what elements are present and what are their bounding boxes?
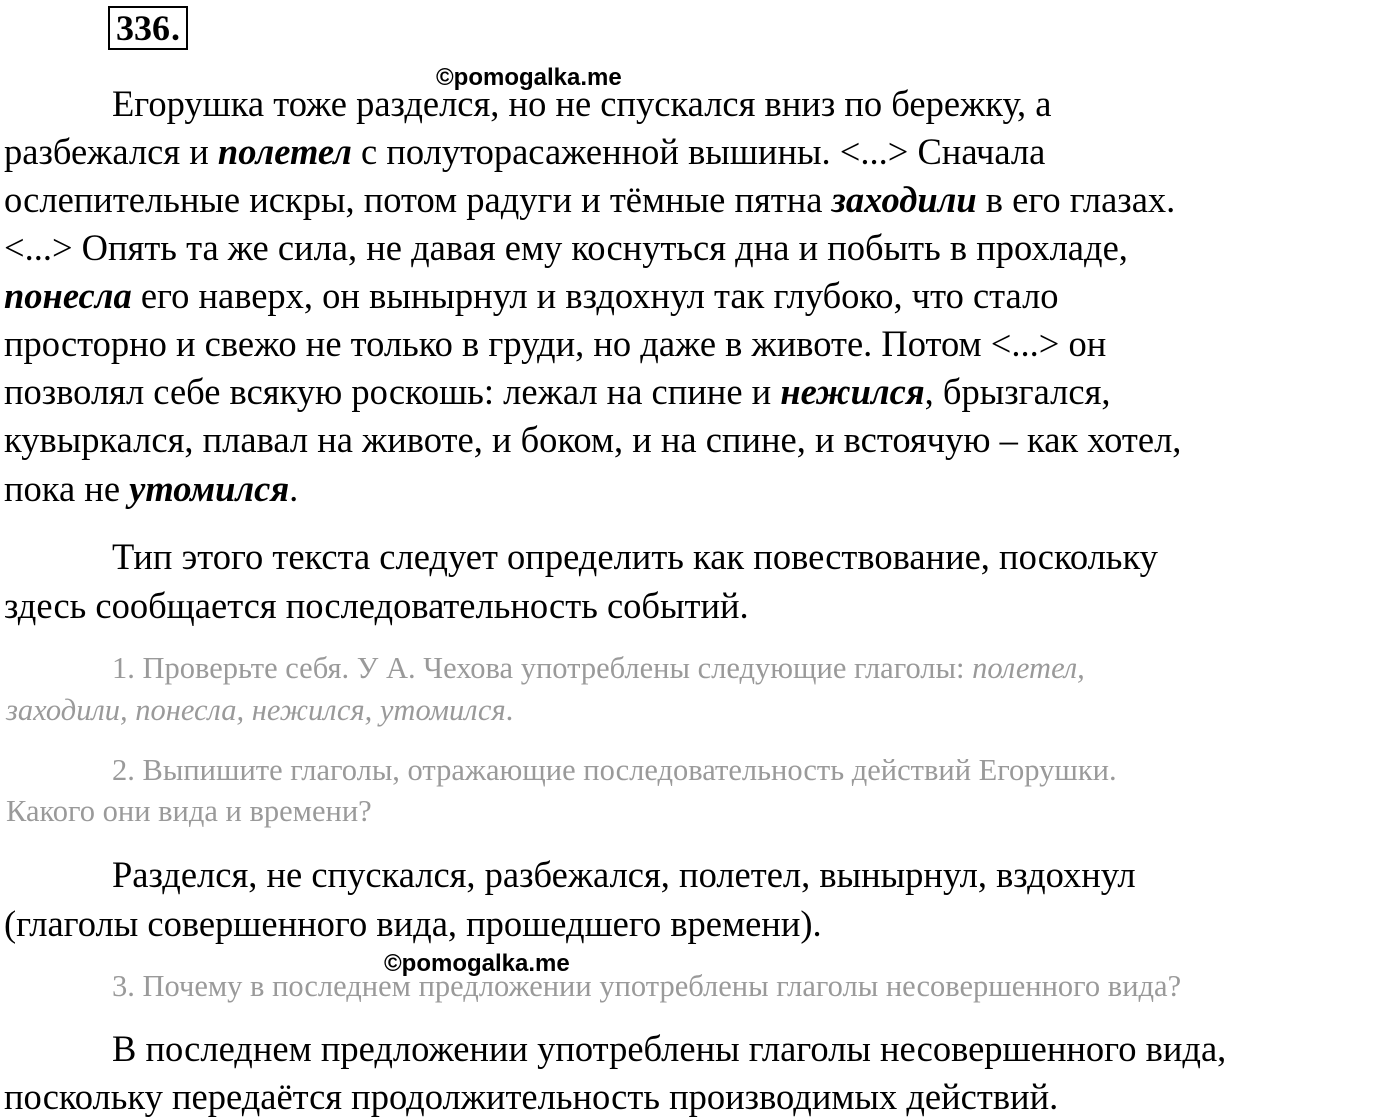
answer-type-line-2: здесь сообщается последовательность событий.: [4, 585, 749, 626]
passage-line-1: Егорушка тоже разделся, но не спускался вниз по бережку, а: [112, 83, 1052, 124]
task-2-line-2: Какого они вида и времени?: [6, 794, 372, 828]
task-2-line-1: 2. Выпишите глаголы, отражающие последовательность действий Егорушки.: [112, 753, 1117, 787]
passage-line-7: позволял себе всякую роскошь: лежал на спине и нежился, брызгался,: [4, 371, 1111, 412]
exercise-number: 336.: [108, 6, 188, 50]
watermark-top: ©pomogalka.me: [436, 64, 622, 91]
answer-2-line-1: Разделся, не спускался, разбежался, полетел, вынырнул, вздохнул: [112, 854, 1136, 895]
answer-3-line-1: В последнем предложении употреблены глаголы несовершенного вида,: [112, 1028, 1227, 1069]
passage-line-2: разбежался и полетел с полуторасаженной вышины. <...> Сначала: [4, 131, 1046, 172]
passage-line-5: понесла его наверх, он вынырнул и вздохнул так глубоко, что стало: [4, 275, 1059, 316]
highlighted-verb: утомился: [129, 468, 290, 509]
passage-line-6: просторно и свежо не только в груди, но даже в животе. Потом <...> он: [4, 323, 1107, 364]
passage-line-4: <...> Опять та же сила, не давая ему коснуться дна и побыть в прохладе,: [4, 227, 1128, 268]
highlighted-verb: полетел: [217, 131, 352, 172]
passage-line-8: кувыркался, плавал на животе, и боком, и на спине, и встоячую – как хотел,: [4, 419, 1182, 460]
task-1-line-2: заходили, понесла, нежился, утомился.: [6, 693, 514, 727]
highlighted-verb: понесла: [4, 275, 132, 316]
highlighted-verb: нежился: [780, 371, 925, 412]
answer-3-line-2: поскольку передаётся продолжительность производимых действий.: [4, 1076, 1059, 1117]
answer-type-line-1: Тип этого текста следует определить как повествование, поскольку: [112, 536, 1158, 577]
task-3-line-1: 3. Почему в последнем предложении употреблены глаголы несовершенного вида?: [112, 969, 1182, 1003]
task-1-line-1: 1. Проверьте себя. У А. Чехова употреблены следующие глаголы: полетел,: [112, 651, 1085, 685]
answer-2-line-2: (глаголы совершенного вида, прошедшего времени).: [4, 903, 822, 944]
passage-line-3: ослепительные искры, потом радуги и тёмные пятна заходили в его глазах.: [4, 179, 1176, 220]
highlighted-verb: заходили: [831, 179, 977, 220]
passage-line-9: пока не утомился.: [4, 468, 299, 509]
watermark-bottom: ©pomogalka.me: [384, 950, 570, 977]
